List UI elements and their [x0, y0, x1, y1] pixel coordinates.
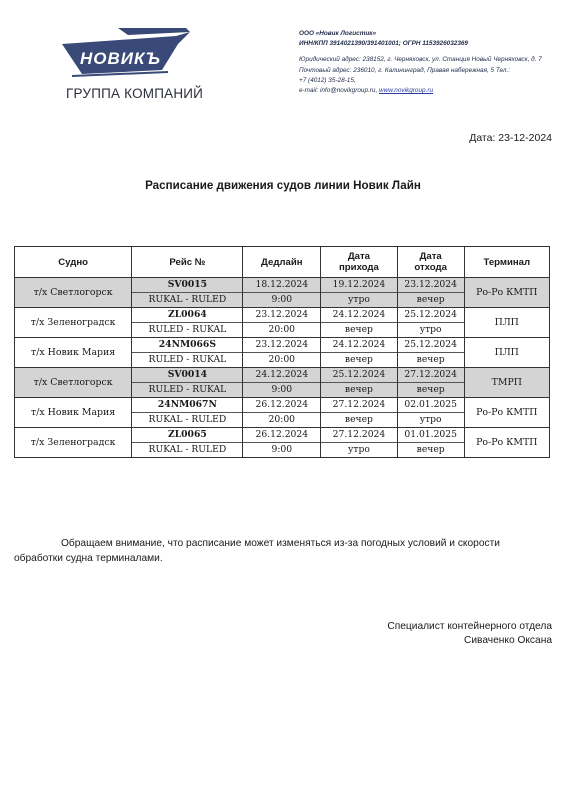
email[interactable]: e-mail: info@novikgroup.ru, — [299, 87, 378, 95]
deadline-date: 24.12.2024 — [243, 368, 320, 383]
voyage-route: RULED - RUKAL — [148, 354, 227, 365]
deadline-date: 23.12.2024 — [243, 308, 320, 323]
vessel-cell: т/х Новик Мария — [15, 398, 132, 428]
voyage-route: RUKAL - RULED — [148, 414, 227, 425]
arrival-date: 27.12.2024 — [321, 398, 397, 413]
voyage-cell — [132, 308, 243, 338]
terminal-cell: ПЛП — [464, 308, 549, 338]
departure-cell — [397, 278, 464, 308]
company-details — [299, 29, 549, 96]
voyage-cell — [132, 428, 243, 458]
arrival-cell — [321, 338, 398, 368]
arrival-date: 24.12.2024 — [321, 338, 397, 353]
document-date: Дата: 23-12-2024 — [469, 132, 552, 144]
arrival-cell — [321, 428, 398, 458]
vessel-cell: т/х Светлогорск — [15, 278, 132, 308]
departure-cell — [397, 308, 464, 338]
arrival-time: утро — [347, 444, 370, 455]
voyage-cell — [132, 338, 243, 368]
departure-cell — [397, 398, 464, 428]
deadline-time: 20:00 — [268, 414, 296, 425]
voyage-number: 24NM066S — [132, 338, 242, 353]
col-deadline: Дедлайн — [243, 247, 321, 278]
table-row — [15, 398, 550, 428]
deadline-cell — [243, 338, 321, 368]
deadline-date: 26.12.2024 — [243, 428, 320, 443]
vessel-cell: т/х Светлогорск — [15, 368, 132, 398]
website-link[interactable]: www.novikgroup.ru — [379, 87, 434, 95]
departure-time: утро — [419, 414, 442, 425]
col-departure-line1: Дата — [419, 251, 442, 262]
deadline-time: 9:00 — [271, 294, 293, 305]
legal-address: Юридический адрес: 238152, г. Черняховск, ул. Станция Новый Черняховск, д. 7 — [299, 56, 542, 64]
arrival-time: вечер — [344, 354, 373, 365]
table-row — [15, 308, 550, 338]
departure-time: вечер — [416, 354, 445, 365]
ship-logo-icon — [58, 26, 198, 88]
arrival-time: вечер — [344, 414, 373, 425]
departure-time: утро — [419, 324, 442, 335]
deadline-cell — [243, 398, 321, 428]
logo-subtitle: ГРУППА КОМПАНИЙ — [66, 86, 204, 101]
voyage-cell — [132, 398, 243, 428]
signer-name: Сиваченко Оксана — [463, 635, 552, 646]
departure-date: 23.12.2024 — [398, 278, 464, 293]
deadline-cell — [243, 278, 321, 308]
vessel-cell: т/х Зеленоградск — [15, 308, 132, 338]
arrival-time: утро — [347, 294, 370, 305]
phone: +7 (4012) 35-28-15, — [299, 76, 356, 84]
departure-cell — [397, 368, 464, 398]
logo-text: НОВИКЪ — [80, 49, 161, 68]
arrival-date: 25.12.2024 — [321, 368, 397, 383]
arrival-cell — [321, 308, 398, 338]
col-departure — [397, 247, 464, 278]
table-row — [15, 428, 550, 458]
company-name: ООО «Новик Логистик» — [299, 30, 377, 37]
company-ids: ИНН/КПП 3914021390/391401001; ОГРН 1153926032369 — [299, 40, 468, 48]
departure-date: 02.01.2025 — [398, 398, 464, 413]
deadline-cell — [243, 308, 321, 338]
deadline-date: 26.12.2024 — [243, 398, 320, 413]
terminal-cell: Ро-Ро КМТП — [464, 428, 549, 458]
arrival-time: вечер — [344, 384, 373, 395]
terminal-cell: ТМРП — [464, 368, 549, 398]
departure-date: 27.12.2024 — [398, 368, 464, 383]
departure-cell — [397, 338, 464, 368]
terminal-cell: Ро-Ро КМТП — [464, 278, 549, 308]
arrival-cell — [321, 278, 398, 308]
deadline-time: 20:00 — [268, 324, 296, 335]
vessel-cell: т/х Новик Мария — [15, 338, 132, 368]
schedule-table — [14, 246, 550, 458]
deadline-date: 18.12.2024 — [243, 278, 320, 293]
departure-time: вечер — [416, 294, 445, 305]
voyage-route: RUKAL - RULED — [148, 294, 227, 305]
signature-block — [387, 620, 552, 648]
postal-address: Почтовый адрес: 236010, г. Калининград, Правая набережная, 5 Тел.: — [299, 66, 511, 74]
voyage-number: ZL0064 — [132, 308, 242, 323]
table-row — [15, 278, 550, 308]
col-terminal: Терминал — [464, 247, 549, 278]
voyage-cell — [132, 368, 243, 398]
deadline-cell — [243, 368, 321, 398]
departure-date: 25.12.2024 — [398, 338, 464, 353]
voyage-number: SV0015 — [132, 278, 242, 293]
col-arrival-line1: Дата — [347, 251, 371, 262]
signer-position: Специалист контейнерного отдела — [387, 621, 552, 632]
table-row — [15, 338, 550, 368]
col-arrival-line2: прихода — [339, 262, 379, 273]
terminal-cell: Ро-Ро КМТП — [464, 398, 549, 428]
voyage-number: SV0014 — [132, 368, 242, 383]
voyage-number: ZL0065 — [132, 428, 242, 443]
departure-date: 25.12.2024 — [398, 308, 464, 323]
voyage-route: RULED - RUKAL — [148, 384, 227, 395]
vessel-cell: т/х Зеленоградск — [15, 428, 132, 458]
departure-cell — [397, 428, 464, 458]
deadline-time: 9:00 — [271, 444, 293, 455]
deadline-time: 9:00 — [271, 384, 293, 395]
voyage-number: 24NM067N — [132, 398, 242, 413]
arrival-date: 19.12.2024 — [321, 278, 397, 293]
arrival-date: 24.12.2024 — [321, 308, 397, 323]
voyage-route: RULED - RUKAL — [148, 324, 227, 335]
table-row — [15, 368, 550, 398]
schedule-note: Обращаем внимание, что расписание может изменяться из-за погодных условий и скорости обработки судна терминалами. — [14, 538, 500, 564]
deadline-time: 20:00 — [268, 354, 296, 365]
col-voyage: Рейс № — [132, 247, 243, 278]
document-title: Расписание движения судов линии Новик Лайн — [145, 179, 421, 192]
deadline-date: 23.12.2024 — [243, 338, 320, 353]
arrival-cell — [321, 398, 398, 428]
arrival-date: 27.12.2024 — [321, 428, 397, 443]
arrival-cell — [321, 368, 398, 398]
departure-time: вечер — [416, 444, 445, 455]
col-departure-line2: отхода — [414, 262, 447, 273]
voyage-cell — [132, 278, 243, 308]
col-vessel: Судно — [15, 247, 132, 278]
deadline-cell — [243, 428, 321, 458]
departure-time: вечер — [416, 384, 445, 395]
contacts — [299, 86, 549, 96]
voyage-route: RUKAL - RULED — [148, 444, 227, 455]
arrival-time: вечер — [344, 324, 373, 335]
terminal-cell: ПЛП — [464, 338, 549, 368]
departure-date: 01.01.2025 — [398, 428, 464, 443]
table-header-row — [15, 247, 550, 278]
col-arrival — [321, 247, 398, 278]
